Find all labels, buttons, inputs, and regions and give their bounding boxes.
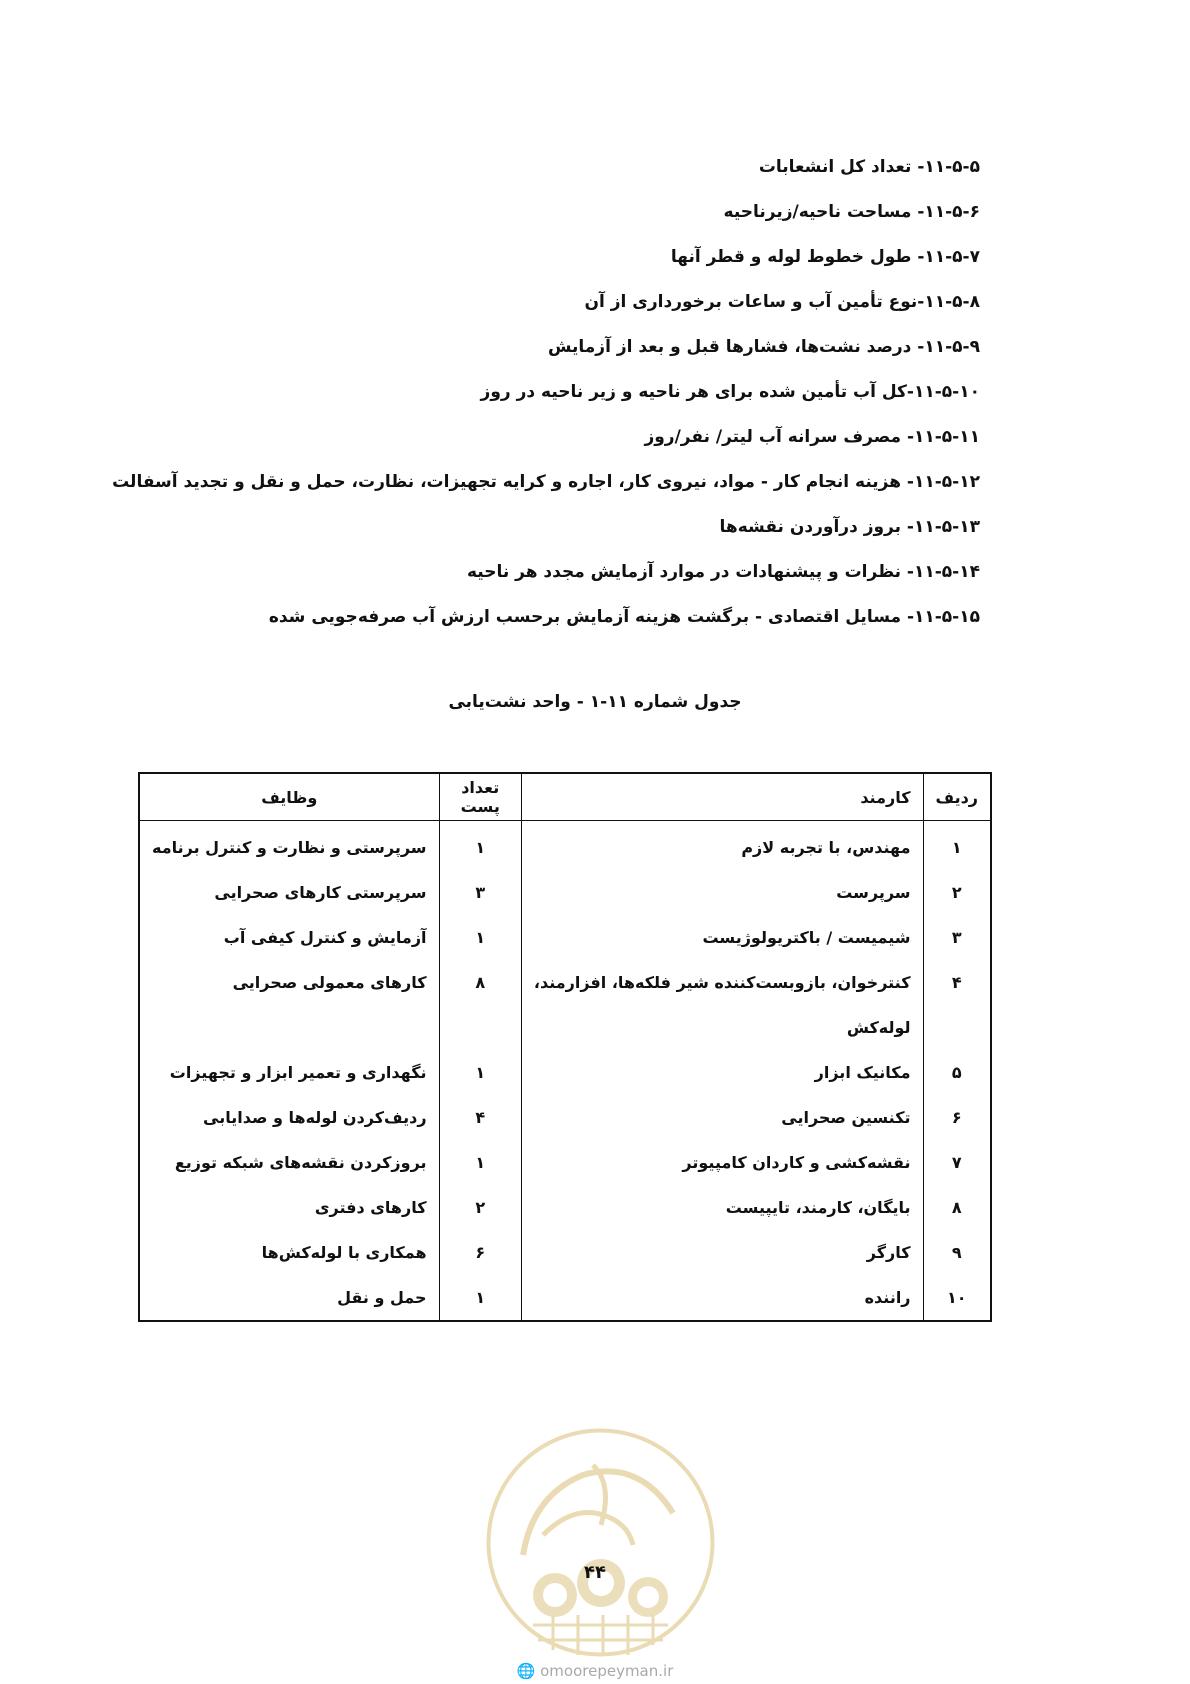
cell-staff: لوله‌کش bbox=[521, 1005, 923, 1050]
item-11-5-8: ۱۱-۵-۸-نوع تأمین آب و ساعات برخورداری از آن bbox=[584, 292, 980, 312]
cell-duties: کارهای دفتری bbox=[139, 1185, 439, 1230]
cell-duties: سرپرستی و نظارت و کنترل برنامه bbox=[139, 821, 439, 871]
table-row bbox=[139, 1275, 991, 1321]
omoore-peyman-watermark-logo bbox=[483, 1425, 718, 1660]
item-11-5-11: ۱۱-۵-۱۱- مصرف سرانه آب لیتر/ نفر/روز bbox=[644, 427, 980, 447]
cell-duties: آزمایش و کنترل کیفی آب bbox=[139, 915, 439, 960]
table-row bbox=[139, 1095, 991, 1140]
cell-row-number: ۸ bbox=[923, 1185, 991, 1230]
item-11-5-14: ۱۱-۵-۱۴- نظرات و پیشنهادات در موارد آزمایش مجدد هر ناحیه bbox=[466, 562, 980, 582]
cell-staff: کنترخوان، بازوبست‌کننده شیر فلکه‌ها، افزارمند، bbox=[521, 960, 923, 1005]
cell-post-count: ۱ bbox=[439, 821, 521, 871]
cell-post-count: ۱ bbox=[439, 915, 521, 960]
table-row-continuation bbox=[139, 1005, 991, 1050]
item-11-5-10: ۱۱-۵-۱۰-کل آب تأمین شده برای هر ناحیه و زیر ناحیه در روز bbox=[480, 382, 980, 402]
cell-post-count: ۲ bbox=[439, 1185, 521, 1230]
watermark-website bbox=[0, 1662, 1190, 1680]
cell-duties: بروزکردن نقشه‌های شبکه توزیع bbox=[139, 1140, 439, 1185]
cell-duties: کارهای معمولی صحرایی bbox=[139, 960, 439, 1005]
cell-staff: تکنسین صحرایی bbox=[521, 1095, 923, 1140]
table-row bbox=[139, 870, 991, 915]
table-caption: جدول شماره ۱۱-۱ - واحد نشت‌یابی bbox=[448, 692, 742, 712]
cell-duties: همکاری با لوله‌کش‌ها bbox=[139, 1230, 439, 1275]
cell-staff: سرپرست bbox=[521, 870, 923, 915]
website-text: omoorepeyman.ir bbox=[540, 1662, 674, 1680]
cell-duties bbox=[139, 1005, 439, 1050]
cell-duties: ردیف‌کردن لوله‌ها و صدایابی bbox=[139, 1095, 439, 1140]
cell-post-count: ۱ bbox=[439, 1050, 521, 1095]
cell-row-number: ۱ bbox=[923, 821, 991, 871]
header-row-number: ردیف bbox=[923, 773, 991, 821]
cell-post-count: ۱ bbox=[439, 1275, 521, 1321]
cell-row-number: ۹ bbox=[923, 1230, 991, 1275]
cell-staff: کارگر bbox=[521, 1230, 923, 1275]
item-11-5-15: ۱۱-۵-۱۵- مسایل اقتصادی - برگشت هزینه آزمایش برحسب ارزش آب صرفه‌جویی شده bbox=[268, 607, 980, 627]
table-row bbox=[139, 1140, 991, 1185]
cell-post-count: ۶ bbox=[439, 1230, 521, 1275]
item-11-5-13: ۱۱-۵-۱۳- بروز درآوردن نقشه‌ها bbox=[719, 517, 980, 537]
table-row bbox=[139, 960, 991, 1005]
cell-duties: سرپرستی کارهای صحرایی bbox=[139, 870, 439, 915]
table-header-row bbox=[139, 773, 991, 821]
cell-post-count: ۱ bbox=[439, 1140, 521, 1185]
cell-staff: راننده bbox=[521, 1275, 923, 1321]
table-row bbox=[139, 1185, 991, 1230]
cell-staff: بایگان، کارمند، تایپیست bbox=[521, 1185, 923, 1230]
page-number: ۴۴ bbox=[584, 1562, 606, 1583]
item-11-5-12: ۱۱-۵-۱۲- هزینه انجام کار - مواد، نیروی کار، اجاره و کرایه تجهیزات، نظارت، حمل و نقل و تجدید آسفالت bbox=[112, 472, 980, 492]
cell-row-number: ۵ bbox=[923, 1050, 991, 1095]
cell-staff: نقشه‌کشی و کاردان کامپیوتر bbox=[521, 1140, 923, 1185]
cell-row-number bbox=[923, 1005, 991, 1050]
item-11-5-9: ۱۱-۵-۹- درصد نشت‌ها، فشارها قبل و بعد از آزمایش bbox=[547, 337, 980, 357]
cell-staff: شیمیست / باکتریولوژیست bbox=[521, 915, 923, 960]
header-post-count: تعداد پست bbox=[439, 773, 521, 821]
table-row bbox=[139, 1050, 991, 1095]
header-staff: کارمند bbox=[521, 773, 923, 821]
cell-duties: حمل و نقل bbox=[139, 1275, 439, 1321]
leak-detection-table-wrapper bbox=[138, 772, 992, 1322]
cell-row-number: ۱۰ bbox=[923, 1275, 991, 1321]
table-row bbox=[139, 915, 991, 960]
item-11-5-5: ۱۱-۵-۵- تعداد کل انشعابات bbox=[758, 157, 980, 177]
item-11-5-6: ۱۱-۵-۶- مساحت ناحیه/زیرناحیه bbox=[723, 202, 980, 222]
cell-row-number: ۷ bbox=[923, 1140, 991, 1185]
cell-post-count: ۳ bbox=[439, 870, 521, 915]
cell-row-number: ۴ bbox=[923, 960, 991, 1005]
header-duties: وظایف bbox=[139, 773, 439, 821]
cell-row-number: ۶ bbox=[923, 1095, 991, 1140]
cell-staff: مکانیک ابزار bbox=[521, 1050, 923, 1095]
cell-row-number: ۳ bbox=[923, 915, 991, 960]
table-row bbox=[139, 1230, 991, 1275]
cell-post-count: ۴ bbox=[439, 1095, 521, 1140]
leak-detection-unit-table bbox=[138, 772, 992, 1322]
cell-post-count bbox=[439, 1005, 521, 1050]
table-row bbox=[139, 821, 991, 871]
cell-staff: مهندس، با تجربه لازم bbox=[521, 821, 923, 871]
cell-post-count: ۸ bbox=[439, 960, 521, 1005]
cell-row-number: ۲ bbox=[923, 870, 991, 915]
globe-icon: 🌐 bbox=[516, 1662, 536, 1680]
section-item-list bbox=[112, 145, 980, 640]
cell-duties: نگهداری و تعمیر ابزار و تجهیزات bbox=[139, 1050, 439, 1095]
item-11-5-7: ۱۱-۵-۷- طول خطوط لوله و قطر آنها bbox=[670, 247, 980, 267]
